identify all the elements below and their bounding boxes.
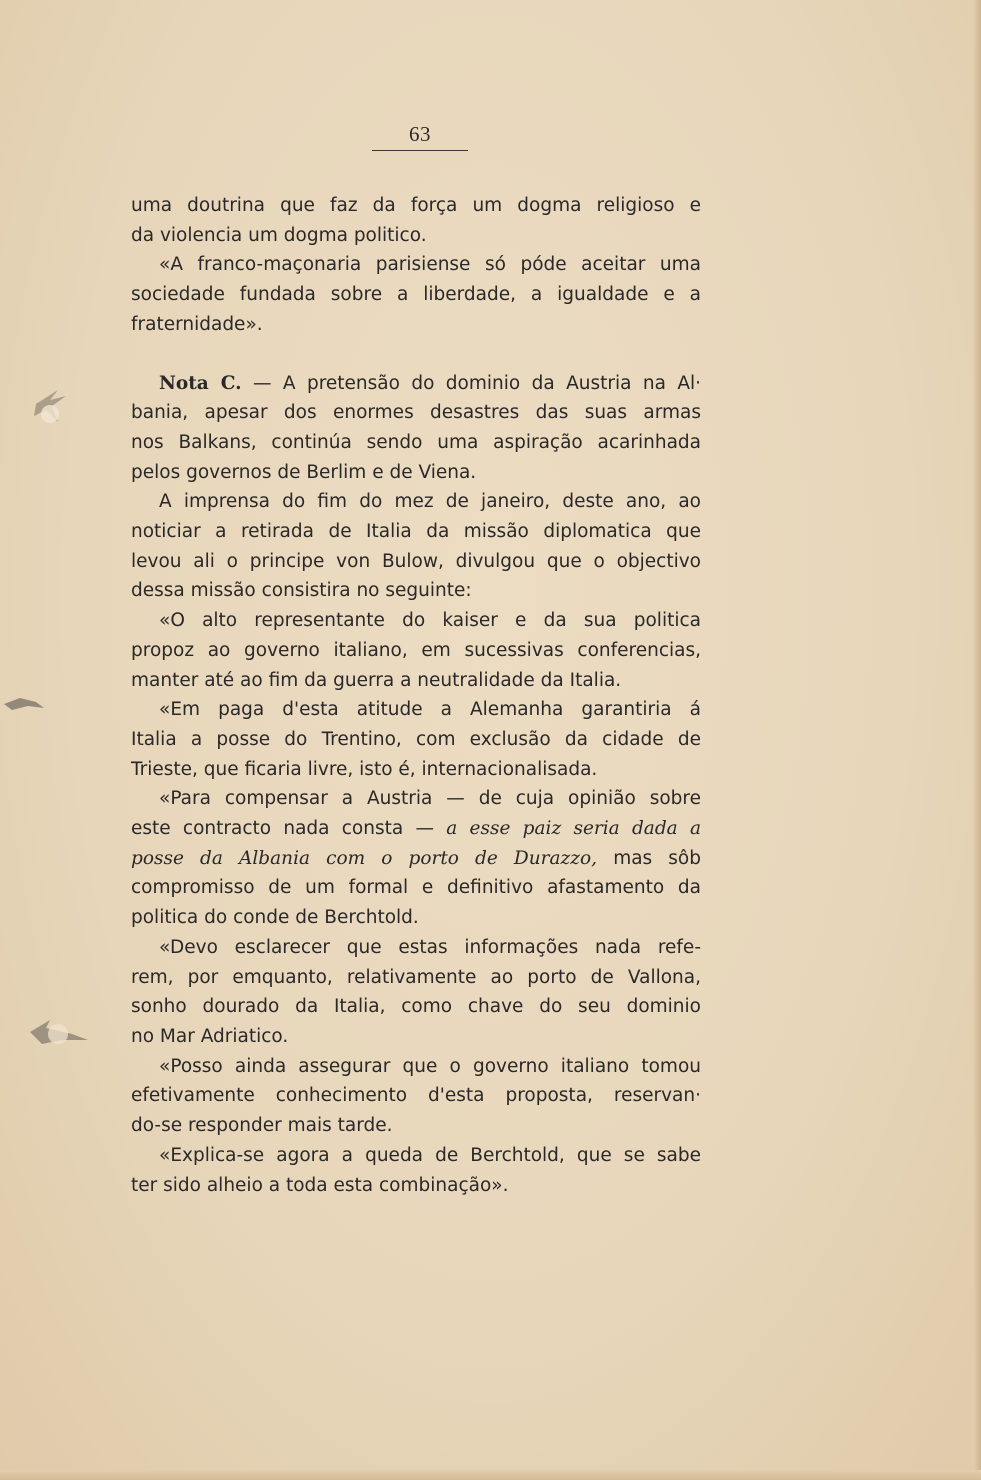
text-line: noticiar a retirada de Italia da missão diplomatica que [131, 521, 701, 543]
text-line: do-se responder mais tarde. [131, 1115, 393, 1137]
italic-segment: posse da Albania com o porto de Durazzo, [131, 847, 598, 869]
text-line: bania, apesar dos enormes desastres das suas armas [131, 402, 701, 424]
paragraph [131, 933, 701, 1052]
text-line: compromisso de um formal e definitivo afastamento da [131, 877, 701, 899]
paragraph [131, 695, 701, 784]
text-line: «Para compensar a Austria — de cuja opinião sobre [159, 788, 701, 810]
text-line: nos Balkans, continúa sendo uma aspiração acarinhada [131, 431, 701, 453]
text-line: levou ali o principe von Bulow, divulgou que o objectivo [131, 550, 701, 572]
paragraph [131, 1052, 701, 1141]
text-line: da violencia um dogma politico. [131, 224, 427, 246]
text-line: dessa missão consistira no seguinte: [131, 580, 472, 602]
text-segment: este contracto nada consta — [131, 818, 447, 840]
note-heading: Nota C. [159, 372, 242, 394]
page-number: 63 [409, 122, 431, 146]
paragraph [131, 1141, 701, 1200]
page-edge-bottom [0, 1470, 981, 1480]
paragraph [131, 191, 701, 250]
note-paragraph [131, 369, 701, 488]
text-line: propoz ao governo italiano, em sucessivas conferencias, [131, 639, 701, 661]
paragraph [131, 784, 701, 933]
paragraph [131, 487, 701, 606]
text-line: manter até ao fim da guerra a neutralidade da Italia. [131, 669, 622, 691]
text-line: Italia a posse do Trentino, com exclusão da cidade de [131, 728, 701, 750]
text-line: «Posso ainda assegurar que o governo italiano tomou [159, 1055, 701, 1077]
text-line: ter sido alheio a toda esta combinação». [131, 1174, 509, 1196]
text-line: «Explica-se agora a queda de Berchtold, que se sabe [159, 1144, 701, 1166]
paragraph [131, 606, 701, 695]
text-line: sociedade fundada sobre a liberdade, a igualdade e a [131, 284, 701, 306]
text-line: politica do conde de Berchtold. [131, 907, 419, 929]
text-line: efetivamente conhecimento d'esta proposta, reservan· [131, 1085, 701, 1107]
paragraph [131, 250, 701, 339]
text-line: «O alto representante do kaiser e da sua politica [159, 610, 701, 632]
text-line: rem, por emquanto, relativamente ao porto de Vallona, [131, 966, 701, 988]
note-text: — A pretensão do dominio da Austria na Al· [241, 372, 702, 394]
text-line: fraternidade». [131, 313, 263, 335]
text-line [131, 814, 701, 844]
text-line: «Em paga d'esta atitude a Alemanha garantiria á [159, 699, 701, 721]
italic-segment: a esse paiz seria dada a [446, 818, 701, 840]
paragraph-gap [131, 340, 701, 369]
text-line: no Mar Adriatico. [131, 1025, 289, 1047]
binding-hole-mark-bottom [22, 1004, 92, 1054]
text-line [131, 844, 701, 874]
binding-hole-mark-middle [2, 688, 46, 718]
text-line: pelos governos de Berlim e de Viena. [131, 461, 477, 483]
text-line [131, 369, 701, 399]
text-line: Trieste, que ficaria livre, isto é, internacionalisada. [131, 758, 598, 780]
text-line: «A franco-maçonaria parisiense só póde aceitar uma [159, 254, 701, 276]
page-number-rule [372, 150, 468, 151]
binding-hole-mark-top [28, 382, 72, 432]
text-line: «Devo esclarecer que estas informações nada refe- [159, 936, 701, 958]
text-segment: mas sôb [597, 847, 701, 869]
text-line: A imprensa do fim do mez de janeiro, deste ano, ao [159, 491, 701, 513]
text-line: uma doutrina que faz da força um dogma religioso e [131, 195, 701, 216]
body-text [131, 191, 701, 1200]
page-edge-right [973, 0, 981, 1480]
text-line: sonho dourado da Italia, como chave do seu dominio [131, 996, 701, 1018]
